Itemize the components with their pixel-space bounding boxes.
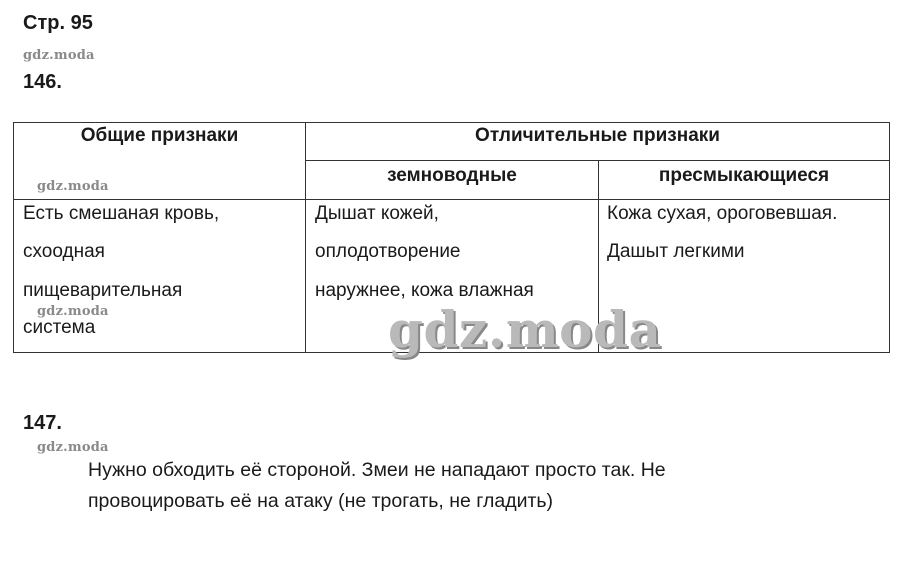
common-traits-line: Есть смешаная кровь, — [23, 203, 220, 224]
watermark-large: gdz.moda — [388, 300, 662, 359]
subheader-amphibians: земноводные — [387, 165, 517, 186]
task-147-number: 147. — [23, 412, 62, 434]
common-traits-line: система — [23, 317, 96, 338]
table-divider-col1 — [305, 122, 306, 353]
common-traits-line: пищеварительная — [23, 280, 183, 301]
page-number: Стр. 95 — [23, 12, 93, 34]
table-divider-subheader — [305, 160, 890, 161]
common-traits-line: схоодная — [23, 241, 105, 262]
watermark-small: gdz.moda — [37, 440, 109, 455]
table-border-top — [13, 122, 890, 123]
task-147-answer — [88, 455, 666, 517]
reptile-traits-line: Дашыт легкими — [607, 241, 745, 262]
subheader-reptiles: пресмыкающиеся — [658, 165, 830, 186]
answer-line: провоцировать её на атаку (не трогать, не гладить) — [88, 490, 554, 512]
watermark-small: gdz.moda — [37, 179, 109, 194]
header-common-traits: Общие признаки — [80, 125, 239, 146]
header-distinct-traits: Отличительные признаки — [475, 125, 720, 146]
task-146-number: 146. — [23, 71, 62, 93]
table-border-left — [13, 122, 14, 353]
watermark-small: gdz.moda — [37, 304, 109, 319]
amphibian-traits-line: наружнее, кожа влажная — [315, 280, 534, 301]
reptile-traits-line: Кожа сухая, ороговевшая. — [607, 203, 838, 224]
answer-line: Нужно обходить её стороной. Змеи не нападают просто так. Не — [88, 459, 666, 481]
table-border-right — [889, 122, 890, 353]
amphibian-traits-line: оплодотворение — [315, 241, 461, 262]
watermark-small: gdz.moda — [23, 48, 95, 63]
amphibian-traits-line: Дышат кожей, — [315, 203, 439, 224]
